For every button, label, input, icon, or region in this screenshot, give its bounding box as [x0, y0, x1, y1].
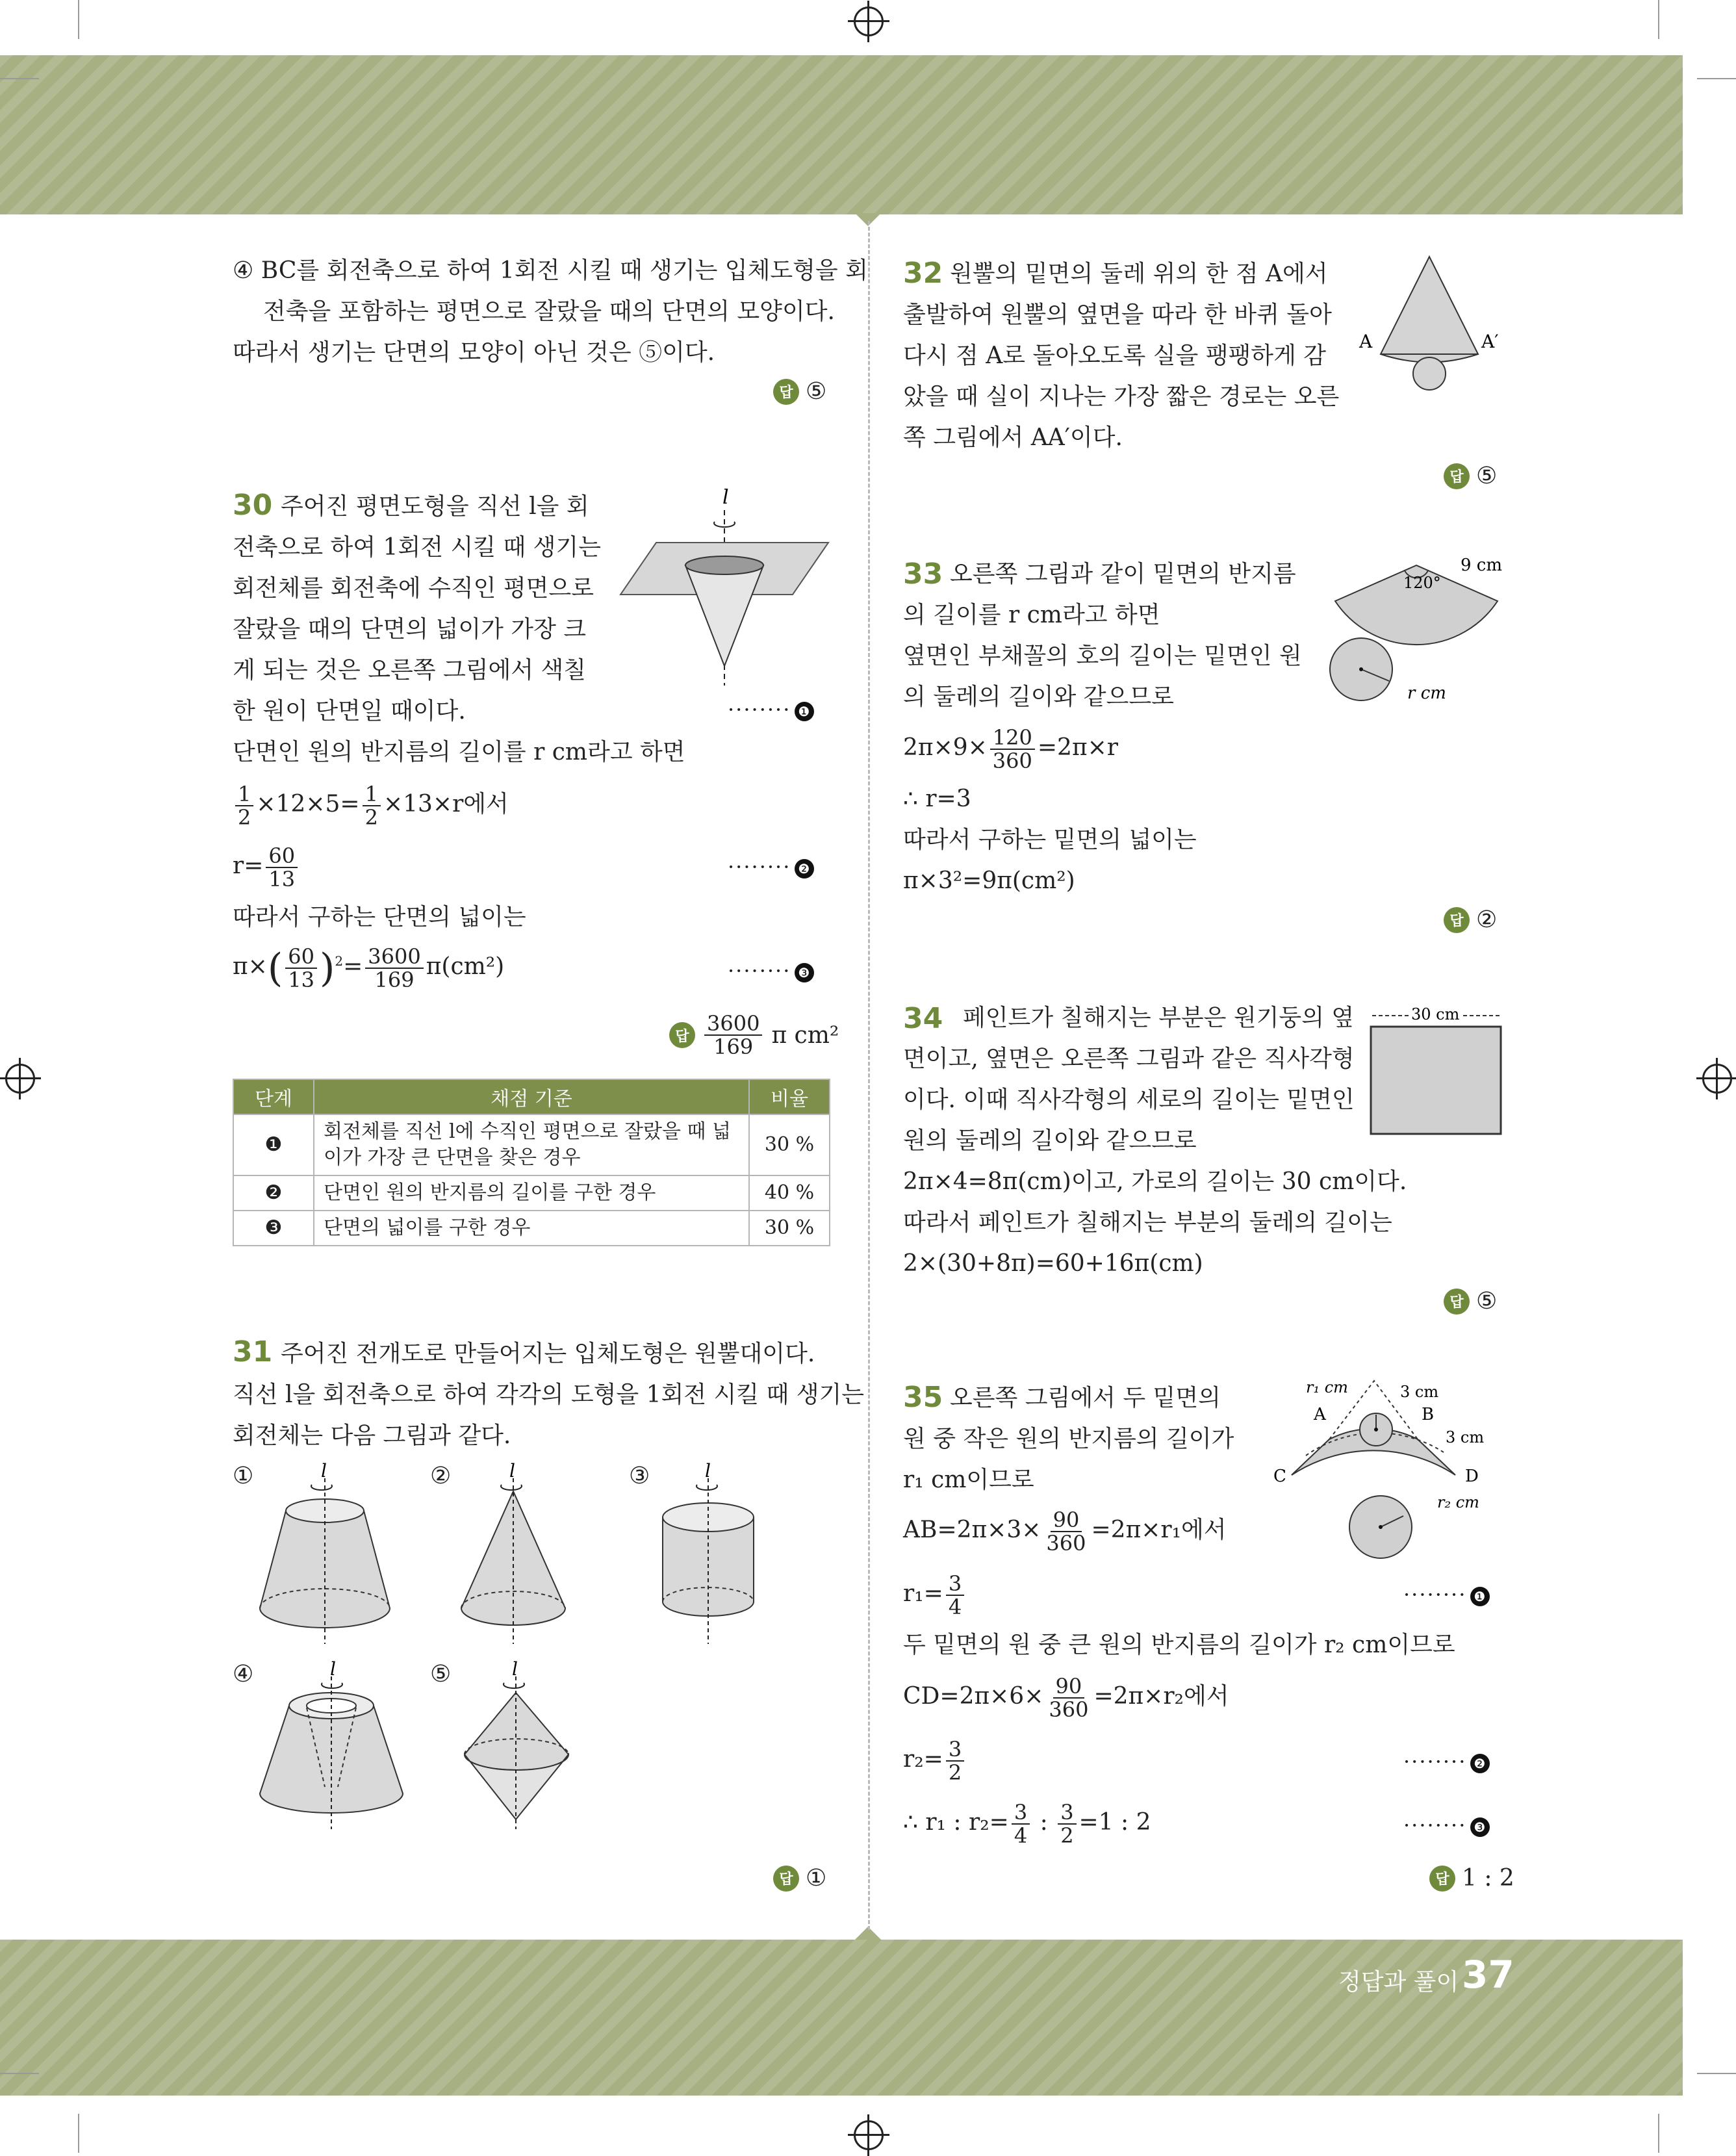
answer: 답 ①	[773, 1865, 826, 1892]
crop-mark	[1697, 78, 1736, 79]
problem-number: 35	[903, 1381, 943, 1414]
svg-text:l: l	[509, 1460, 515, 1482]
text-line: 오른쪽 그림과 같이 밑면의 반지름	[950, 561, 1296, 587]
text-line: 한 원이 단면일 때이다.	[233, 698, 466, 725]
text-line: 페인트가 칠해지는 부분은 원기둥의 옆	[963, 1005, 1355, 1031]
text-line: 잘랐을 때의 단면의 넓이가 가장 크	[233, 616, 587, 643]
registration-mark-icon	[1702, 1064, 1732, 1094]
table-row: ❷ 단면인 원의 반지름의 길이를 구한 경우 40 %	[233, 1175, 830, 1211]
answer: 답 $\frac{3600}{169}$ π cm²	[669, 1012, 839, 1058]
svg-text:r₂ cm: r₂ cm	[1437, 1493, 1479, 1511]
svg-text:l: l	[512, 1658, 518, 1680]
figure-label: ④	[233, 1661, 254, 1688]
text-line: 따라서 구하는 단면의 넓이는	[233, 904, 526, 930]
step-marker: ········ ❶	[728, 697, 814, 722]
text-line: 두 밑면의 원 중 큰 원의 반지름의 길이가 r₂ cm이므로	[903, 1632, 1455, 1658]
crop-mark	[0, 2073, 39, 2074]
crop-mark	[78, 0, 79, 39]
figure-label: ③	[629, 1463, 650, 1489]
svg-text:l: l	[705, 1460, 711, 1482]
equation: r₂= $\frac{3}{2}$	[903, 1738, 967, 1784]
text-line: 원 중 작은 원의 반지름의 길이가	[903, 1426, 1234, 1452]
figure-cone	[455, 1459, 585, 1647]
figure-label: ⑤	[430, 1661, 452, 1688]
crop-mark	[1697, 2073, 1736, 2074]
step-marker: ········ ❸	[1403, 1813, 1490, 1838]
answer-value: ⑤	[806, 378, 827, 405]
svg-text:l: l	[722, 486, 729, 509]
svg-text:r₁ cm: r₁ cm	[1306, 1378, 1348, 1396]
svg-text:30 cm: 30 cm	[1411, 1005, 1460, 1023]
answer-badge: 답	[773, 379, 799, 405]
text-line: 출발하여 원뿔의 옆면을 따라 한 바퀴 돌아	[903, 302, 1332, 328]
problem-number: 32	[903, 257, 943, 290]
text-line: 2×(30+8π)=60+16π(cm)	[903, 1250, 1203, 1277]
text-line: 2π×4=8π(cm)이고, 가로의 길이는 30 cm이다.	[903, 1168, 1407, 1195]
text-line: 주어진 평면도형을 직선 l을 회	[281, 493, 589, 520]
answer	[773, 378, 826, 405]
text-line: 다시 점 A로 돌아오도록 실을 팽팽하게 감	[903, 342, 1327, 369]
text-line: 전축으로 하여 1회전 시킬 때 생기는	[233, 534, 601, 561]
svg-text:A′: A′	[1481, 331, 1499, 352]
svg-text:l: l	[321, 1460, 327, 1482]
text-line: 단면인 원의 반지름의 길이를 r cm라고 하면	[233, 739, 685, 765]
text-line: r₁ cm이므로	[903, 1467, 1034, 1493]
step-marker: ········ ❶	[1403, 1582, 1490, 1607]
step-marker: ········ ❸	[728, 958, 814, 983]
svg-text:B: B	[1422, 1405, 1435, 1424]
text-line: 면이고, 옆면은 오른쪽 그림과 같은 직사각형	[903, 1046, 1355, 1072]
svg-text:3 cm: 3 cm	[1400, 1383, 1439, 1401]
equation: CD=2π×6× $\frac{90}{360}$ =2π×r₂에서	[903, 1674, 1229, 1722]
svg-text:l: l	[330, 1658, 336, 1680]
text-line: 의 둘레의 길이와 같으므로	[903, 684, 1174, 710]
equation: π×3²=9π(cm²)	[903, 867, 1075, 894]
answer: 답 ②	[1444, 906, 1497, 933]
svg-text:r cm: r cm	[1407, 684, 1446, 703]
registration-mark-icon	[854, 2120, 884, 2150]
crop-mark	[0, 78, 39, 79]
text-line: 전축을 포함하는 평면으로 잘랐을 때의 단면의 모양이다.	[263, 298, 835, 325]
figure-label: ②	[430, 1463, 452, 1489]
step-marker: ········ ❷	[1403, 1749, 1490, 1774]
problem-number: 31	[233, 1335, 273, 1368]
header-band	[0, 55, 1683, 214]
problem-number: 33	[903, 558, 943, 591]
text-line: 따라서 생기는 단면의 모양이 아닌 것은 ⑤이다.	[233, 339, 715, 366]
svg-text:9 cm: 9 cm	[1461, 556, 1503, 575]
text-line: 회전체를 회전축에 수직인 평면으로	[233, 575, 594, 602]
problem-number: 30	[233, 489, 273, 522]
figure-cylinder	[653, 1459, 770, 1647]
equation: $\frac{1}{2}$ ×12×5= $\frac{1}{2}$ ×13×r에서	[233, 783, 509, 828]
figure-label: ①	[233, 1463, 254, 1489]
table-row: ❸ 단면의 넓이를 구한 경우 30 %	[233, 1211, 830, 1246]
svg-text:D: D	[1465, 1467, 1479, 1486]
step-marker: ········ ❷	[728, 854, 814, 879]
table-header: 단계	[233, 1079, 314, 1114]
figure-cone-section	[611, 484, 832, 692]
text-line: ④ BC를 회전축으로 하여 1회전 시킬 때 생기는 입체도형을 회	[233, 257, 868, 284]
figure-frustum-net	[1267, 1368, 1514, 1576]
equation: π×( $\frac{60}{13}$ )$^2$= $\frac{3600}{169}$ π(cm²)	[233, 944, 505, 992]
footer-label: 정답과 풀이	[1338, 1969, 1459, 1996]
equation: ∴ r₁ : r₂= $\frac{3}{4}$ : $\frac{3}{2}$ =1 : 2	[903, 1800, 1151, 1848]
table-header: 채점 기준	[314, 1079, 749, 1114]
figure-sector-and-circle	[1351, 250, 1507, 400]
text-line: 따라서 구하는 밑면의 넓이는	[903, 827, 1197, 853]
text-line: 게 되는 것은 오른쪽 그림에서 색칠	[233, 657, 587, 684]
equation: AB=2π×3× $\frac{90}{360}$ =2π×r₁에서	[903, 1508, 1227, 1556]
text-line: 회전체는 다음 그림과 같다.	[233, 1422, 511, 1449]
svg-text:A: A	[1359, 331, 1373, 352]
figure-double-cone	[455, 1657, 585, 1832]
answer: 답 ⑤	[1444, 1288, 1497, 1315]
crop-mark	[1658, 0, 1659, 39]
text-line: 직선 l을 회전축으로 하여 각각의 도형을 1회전 시킬 때 생기는	[233, 1381, 865, 1408]
table-row: ❶ 회전체를 직선 l에 수직인 평면으로 잘랐을 때 넓이가 가장 큰 단면을 찾은 경우 30 %	[233, 1114, 830, 1175]
figure-hollow-frustum	[253, 1657, 422, 1832]
text-line: 따라서 페인트가 칠해지는 부분의 둘레의 길이는	[903, 1209, 1392, 1236]
text-line: 옆면인 부채꼴의 호의 길이는 밑면인 원	[903, 643, 1302, 669]
answer: 답 ⑤	[1444, 463, 1497, 489]
svg-text:120°: 120°	[1403, 574, 1441, 592]
registration-mark-icon	[854, 6, 884, 36]
text-line: 오른쪽 그림에서 두 밑면의	[950, 1385, 1221, 1411]
page-number: 37	[1462, 1953, 1514, 1997]
text-line: 원뿔의 밑면의 둘레 위의 한 점 A에서	[950, 261, 1328, 287]
answer: 답 1 : 2	[1429, 1865, 1514, 1892]
figure-cone-net	[1319, 552, 1514, 715]
problem-number: 34	[903, 1002, 943, 1035]
text-line: 원의 둘레의 길이와 같으므로	[903, 1127, 1197, 1154]
text-line: 쪽 그림에서 AA′이다.	[903, 424, 1123, 451]
grading-table	[233, 1079, 830, 1246]
crop-mark	[1658, 2114, 1659, 2153]
footer-band	[0, 1940, 1683, 2096]
figure-frustum	[253, 1459, 403, 1647]
svg-text:C: C	[1273, 1467, 1286, 1486]
svg-text:A: A	[1314, 1405, 1326, 1424]
svg-text:3 cm: 3 cm	[1446, 1428, 1485, 1446]
figure-rectangle	[1364, 997, 1507, 1140]
registration-mark-icon	[5, 1064, 35, 1094]
equation: ∴ r=3	[903, 786, 971, 812]
text-line: 주어진 전개도로 만들어지는 입체도형은 원뿔대이다.	[281, 1341, 815, 1367]
equation: r₁= $\frac{3}{4}$	[903, 1572, 967, 1618]
text-line: 았을 때 실이 지나는 가장 짧은 경로는 오른	[903, 383, 1340, 410]
equation: 2π×9× $\frac{120}{360}$ =2π×r	[903, 725, 1118, 773]
equation: r= $\frac{60}{13}$	[233, 845, 300, 890]
text-line: 의 길이를 r cm라고 하면	[903, 602, 1160, 628]
text-line: 이다. 이때 직사각형의 세로의 길이는 밑면인	[903, 1086, 1355, 1113]
column-divider	[868, 221, 870, 1930]
crop-mark	[78, 2114, 79, 2153]
table-header: 비율	[749, 1079, 830, 1114]
